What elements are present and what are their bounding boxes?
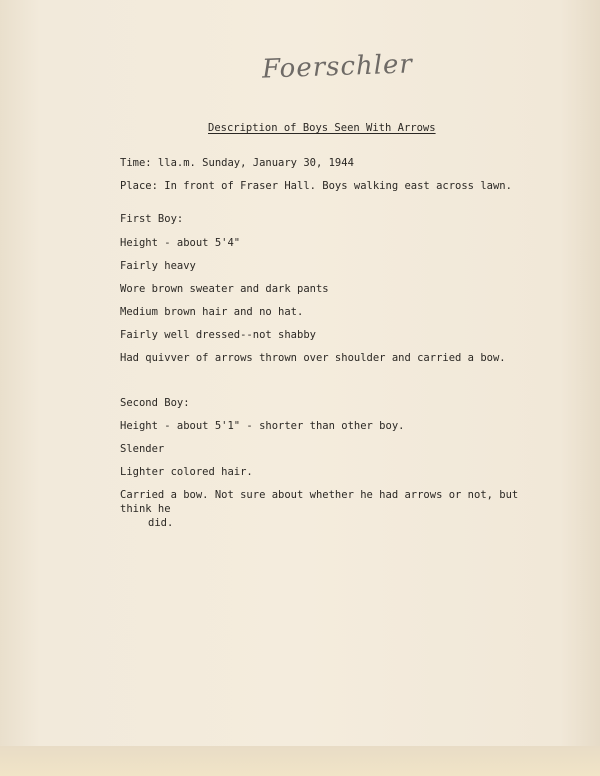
time-line: Time: lla.m. Sunday, January 30, 1944 bbox=[120, 157, 354, 169]
first-boy-item: Height - about 5'4" bbox=[120, 237, 241, 249]
second-boy-item: Lighter colored hair. bbox=[120, 466, 253, 478]
second-boy-last-item-line1: Carried a bow. Not sure about whether he had arrows or not, but think he bbox=[120, 489, 519, 515]
first-boy-item: Wore brown sweater and dark pants bbox=[120, 283, 329, 295]
second-boy-item: Slender bbox=[120, 443, 165, 455]
first-boy-item: Fairly well dressed--not shabby bbox=[120, 329, 316, 341]
first-boy-item: Had quivver of arrows thrown over shoulder and carried a bow. bbox=[120, 352, 506, 364]
second-boy-last-item-line2: did. bbox=[148, 517, 174, 529]
first-boy-item: Medium brown hair and no hat. bbox=[120, 306, 304, 318]
first-boy-item: Fairly heavy bbox=[120, 260, 196, 272]
document-title: Description of Boys Seen With Arrows bbox=[208, 122, 436, 134]
second-boy-item: Height - about 5'1" - shorter than other boy. bbox=[120, 420, 405, 432]
place-line: Place: In front of Fraser Hall. Boys walking east across lawn. bbox=[120, 180, 512, 192]
first-boy-heading: First Boy: bbox=[120, 213, 184, 225]
second-boy-last-item bbox=[120, 488, 540, 530]
paper-bottom-edge bbox=[0, 746, 600, 776]
handwritten-signature: Foerschler bbox=[261, 49, 414, 85]
second-boy-heading: Second Boy: bbox=[120, 397, 190, 409]
